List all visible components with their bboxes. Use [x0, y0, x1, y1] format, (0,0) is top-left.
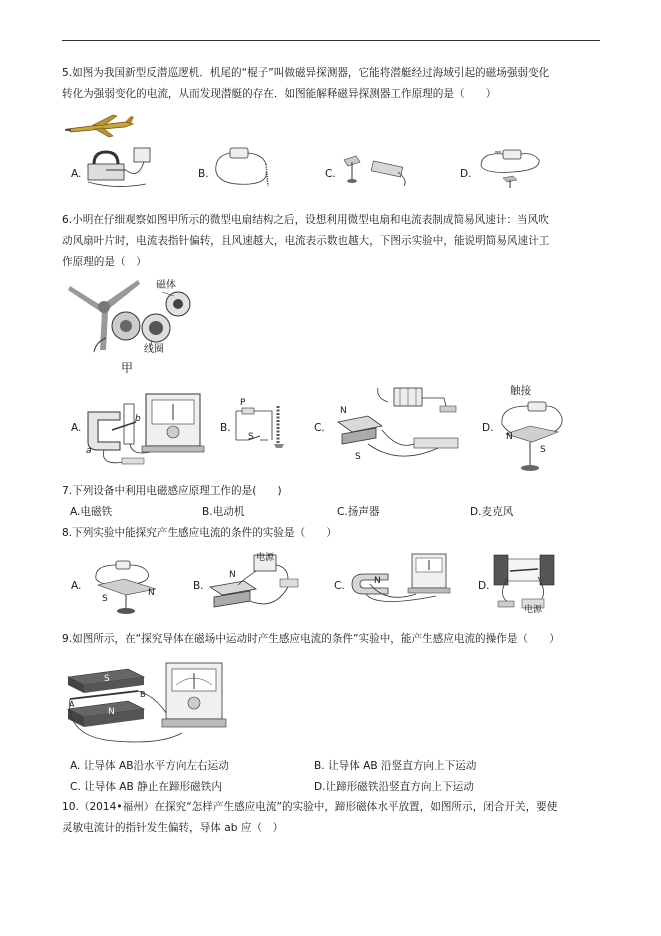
q8-c-label-n: N [374, 576, 381, 586]
q7-option-b: B.电动机 [202, 506, 245, 518]
q6-stem-line3: 作原理的是（ ） [62, 256, 147, 268]
q5-stem-line1: 5.如图为我国新型反潜巡逻机．机尾的“棍子”叫做磁异探测器，它能将潜艇经过海域引起的磁场强弱变化 [62, 67, 550, 79]
q8-option-c-figure [346, 550, 452, 610]
q9-magnet-s-label: S [104, 674, 110, 684]
q6-d-touch-label: 触接 [510, 385, 532, 397]
q8-d-power-label: 电源 [524, 605, 543, 615]
q8-option-d-label: D. [478, 580, 490, 592]
q6-b-label-p: P [240, 398, 246, 408]
q8-option-c-label: C. [334, 580, 345, 592]
q6-d-label-s: S [540, 445, 546, 455]
q6-coil-label: 线圈 [144, 344, 164, 355]
q9-option-b: B. 让导体 AB 沿竖直方向上下运动 [314, 760, 477, 772]
q5-option-b-figure [210, 142, 286, 192]
q7-option-a: A.电磁铁 [70, 506, 113, 518]
q6-magnet-label: 磁体 [156, 280, 176, 291]
q9-conductor-a-label: A [69, 700, 75, 709]
q8-option-a-label: A. [71, 580, 82, 592]
q6-a-label-a: a [86, 446, 92, 456]
q9-experiment-figure [64, 657, 260, 753]
q5-option-b-label: B. [198, 168, 209, 180]
q5-option-c-figure [338, 150, 418, 190]
q8-option-a-figure [86, 551, 166, 615]
q9-option-c: C. 让导体 AB 静止在蹄形磁铁内 [70, 781, 222, 793]
q6-figure-caption: 甲 [121, 361, 134, 375]
q9-magnet-n-label: N [108, 707, 115, 717]
q6-a-label-b: b [135, 414, 141, 424]
q6-option-b-label: B. [220, 422, 231, 434]
q6-stem-line2: 动风扇叶片时，电流表指针偏转，且风速越大，电流表示数也越大，下图示实验中，能说明简易风速计工 [62, 235, 550, 247]
q7-option-c: C.扬声器 [337, 506, 380, 518]
q6-option-a-label: A. [71, 422, 82, 434]
q8-stem: 8.下列实验中能探究产生感应电流的条件的实验是（ ） [62, 527, 337, 539]
q8-a-label-n: N [148, 588, 155, 598]
header-rule [62, 40, 600, 41]
q6-option-d-label: D. [482, 422, 494, 434]
q6-b-label-s: S [248, 432, 254, 442]
q9-option-d: D.让蹄形磁铁沿竖直方向上下运动 [314, 781, 474, 793]
q5-option-a-label: A. [71, 168, 82, 180]
q5-option-a-figure [86, 144, 158, 190]
q6-fan-figure [66, 276, 198, 362]
q8-b-power-label: 电源 [256, 553, 275, 563]
q10-stem-line2: 灵敏电流计的指针发生偏转，导体 ab 应（ ） [62, 822, 284, 834]
q6-c-label-n: N [340, 406, 347, 416]
q5-stem-line2: 转化为强弱变化的电流，从而发现潜艇的存在．如图能解释磁异探测器工作原理的是（ ） [62, 88, 497, 100]
q6-d-label-n: N [506, 432, 513, 442]
q5-option-d-figure [473, 144, 549, 190]
q6-option-c-label: C. [314, 422, 325, 434]
q8-option-b-label: B. [193, 580, 204, 592]
q7-option-d: D.麦克风 [470, 506, 514, 518]
q6-option-a-figure [84, 384, 214, 468]
q9-option-a: A. 让导体 AB沿水平方向左右运动 [70, 760, 229, 772]
q6-c-label-s: S [355, 452, 361, 462]
q9-stem: 9.如图所示，在“探究导体在磁场中运动时产生感应电流的条件”实验中，能产生感应电流的操作是（ ） [62, 633, 560, 645]
q8-a-label-s: S [102, 594, 108, 604]
q5-patrol-plane-image [65, 113, 137, 139]
q5-option-c-label: C. [325, 168, 336, 180]
q6-stem-line1: 6.小明在仔细观察如图甲所示的微型电扇结构之后，设想利用微型电扇和电流表制成简易风速计：当风吹 [62, 214, 549, 226]
q7-stem: 7.下列设备中利用电磁感应原理工作的是( ) [62, 485, 282, 497]
q9-conductor-b-label: B [140, 690, 146, 699]
q5-option-d-label: D. [460, 168, 472, 180]
q6-option-c-figure [328, 382, 468, 468]
q8-b-label-n: N [229, 570, 236, 580]
q10-stem-line1: 10.（2014•福州）在探究“怎样产生感应电流”的实验中，蹄形磁体水平放置，如图所示，闭合开关，要使 [62, 801, 558, 813]
q8-option-b-figure [204, 549, 304, 615]
